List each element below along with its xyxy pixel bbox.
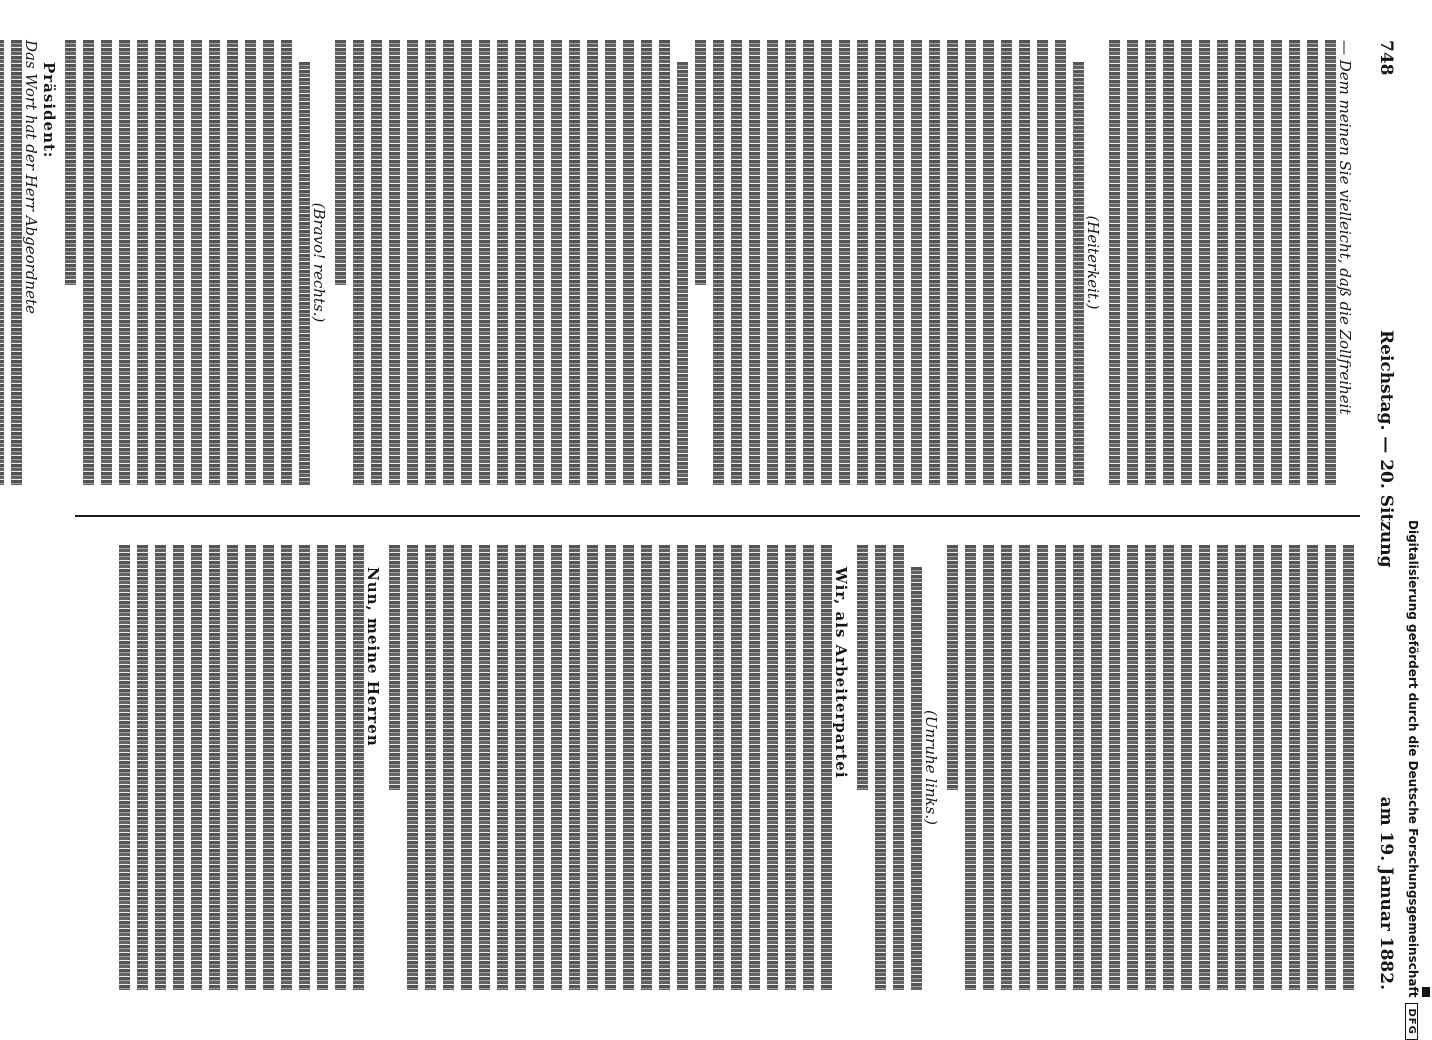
digitization-credit <box>1405 520 1420 1040</box>
print-line <box>767 40 778 485</box>
print-line <box>425 40 436 485</box>
print-line <box>821 545 832 990</box>
print-line <box>1127 545 1138 990</box>
print-line <box>533 40 544 485</box>
running-header <box>1366 40 1396 990</box>
print-line <box>587 40 598 485</box>
print-line <box>1253 545 1264 990</box>
paragraph-opening: Nun, meine Herren <box>364 567 382 747</box>
print-line <box>767 545 778 990</box>
print-line <box>407 545 418 990</box>
print-line <box>1235 545 1246 990</box>
print-line <box>641 545 652 990</box>
print-line <box>641 40 652 485</box>
print-line <box>335 545 346 990</box>
print-line <box>317 545 328 990</box>
print-line <box>1271 545 1282 990</box>
print-line <box>227 545 238 990</box>
print-line <box>1127 40 1138 485</box>
print-line <box>173 40 184 485</box>
print-line <box>1037 545 1048 990</box>
print-line <box>551 545 562 990</box>
print-line <box>335 40 346 285</box>
print-line <box>965 545 976 990</box>
print-line <box>623 545 634 990</box>
print-line <box>1163 40 1174 485</box>
print-line <box>389 40 400 485</box>
print-line <box>1217 545 1228 990</box>
print-line <box>119 40 130 485</box>
print-line <box>569 545 580 990</box>
print-line <box>173 545 184 990</box>
text-column-left <box>22 40 1354 485</box>
print-line <box>281 40 292 485</box>
print-line <box>605 545 616 990</box>
print-line <box>983 40 994 485</box>
print-line <box>227 40 238 485</box>
print-line <box>191 545 202 990</box>
print-line <box>245 40 256 485</box>
print-line <box>605 40 616 485</box>
print-line <box>1055 40 1066 485</box>
print-line <box>1325 545 1336 990</box>
print-line <box>299 545 310 990</box>
session-title: Reichstag. — 20. Sitzung <box>1376 330 1396 568</box>
print-line <box>1037 40 1048 485</box>
print-line <box>713 40 724 485</box>
print-line <box>569 40 580 485</box>
print-line <box>1055 545 1066 990</box>
print-line <box>407 40 418 485</box>
print-line <box>1091 545 1102 990</box>
print-line <box>371 40 382 485</box>
president-label: Präsident: <box>40 62 58 159</box>
print-line <box>929 40 940 485</box>
print-line <box>1325 40 1336 485</box>
print-line <box>1109 545 1120 990</box>
print-line <box>749 40 760 485</box>
print-line <box>101 40 112 485</box>
print-line <box>281 545 292 990</box>
print-line <box>875 40 886 485</box>
print-line <box>1181 545 1192 990</box>
print-line <box>893 40 904 485</box>
print-line <box>443 40 454 485</box>
print-line <box>299 62 310 485</box>
print-line <box>1073 62 1084 485</box>
print-line <box>11 40 22 485</box>
print-line <box>857 40 868 485</box>
print-line <box>1307 40 1318 485</box>
print-line <box>947 545 958 790</box>
print-line <box>587 545 598 990</box>
print-line <box>209 40 220 485</box>
print-line <box>155 545 166 990</box>
print-line <box>533 545 544 990</box>
print-line <box>515 545 526 990</box>
print-line <box>209 545 220 990</box>
print-line <box>353 40 364 485</box>
print-line <box>83 40 94 485</box>
print-line <box>137 545 148 990</box>
print-line <box>1019 545 1030 990</box>
remark: (Bravo! rechts.) <box>310 202 328 323</box>
print-line <box>65 40 76 285</box>
print-line <box>677 545 688 990</box>
print-line <box>677 62 688 485</box>
page-number: 748 <box>1376 40 1396 76</box>
print-line <box>731 545 742 990</box>
print-line <box>911 567 922 990</box>
print-line <box>551 40 562 485</box>
print-line <box>785 40 796 485</box>
corner-mark <box>1422 987 1430 997</box>
print-line <box>1253 40 1264 485</box>
print-line <box>1343 545 1354 990</box>
print-line <box>1217 40 1228 485</box>
print-line <box>497 40 508 485</box>
print-line <box>155 40 166 485</box>
print-line <box>965 40 976 485</box>
print-line <box>1289 40 1300 485</box>
print-line <box>983 545 994 990</box>
print-line <box>1289 545 1300 990</box>
print-line <box>1181 40 1192 485</box>
print-line <box>1001 40 1012 485</box>
print-line <box>0 40 4 485</box>
print-line <box>353 545 364 990</box>
print-line <box>659 40 670 485</box>
print-line <box>119 545 130 990</box>
print-line <box>461 40 472 485</box>
print-line <box>245 545 256 990</box>
print-line <box>1109 40 1120 485</box>
credit-text: Digitalisierung gefördert durch die Deutsche Forschungsgemeinschaft <box>1406 520 1420 998</box>
print-line <box>1271 40 1282 485</box>
paragraph-opening: Wir, als Arbeiterpartei <box>832 567 850 779</box>
print-line <box>839 40 850 485</box>
print-line <box>263 40 274 485</box>
print-line <box>425 545 436 990</box>
print-line <box>1145 545 1156 990</box>
remark: (Heiterkeit.) <box>1084 215 1102 310</box>
print-line <box>1145 40 1156 485</box>
lead-line: — Dem meinen Sie vielleicht, daß die Zollfreiheit <box>1336 40 1354 415</box>
print-line <box>821 40 832 485</box>
dfg-logo: DFG <box>1405 1003 1418 1039</box>
print-line <box>1235 40 1246 485</box>
rotated-sheet <box>22 40 1400 990</box>
print-line <box>389 545 400 790</box>
print-line <box>1073 545 1084 990</box>
print-line <box>749 545 760 990</box>
print-line <box>893 545 904 990</box>
print-line <box>137 40 148 485</box>
print-line <box>911 40 922 485</box>
print-line <box>857 545 868 790</box>
remark: (Unruhe links.) <box>922 710 940 825</box>
print-line <box>1199 545 1210 990</box>
print-line <box>497 545 508 990</box>
president-text: Das Wort hat der Herr Abgeordnete <box>22 40 40 314</box>
print-line <box>731 40 742 485</box>
print-line <box>803 40 814 485</box>
text-column-right <box>69 545 1354 990</box>
print-line <box>191 40 202 485</box>
print-line <box>695 545 706 990</box>
print-line <box>443 545 454 990</box>
print-line <box>1199 40 1210 485</box>
print-line <box>623 40 634 485</box>
print-line <box>947 40 958 485</box>
print-line <box>1001 545 1012 990</box>
print-line <box>785 545 796 990</box>
print-line <box>659 545 670 990</box>
print-line <box>803 545 814 990</box>
print-line <box>1163 545 1174 990</box>
print-line <box>461 545 472 990</box>
print-line <box>695 40 706 285</box>
print-line <box>1307 545 1318 990</box>
session-date: am 19. Januar 1882. <box>1376 796 1396 990</box>
print-line <box>479 545 490 990</box>
print-line <box>875 545 886 990</box>
print-line <box>515 40 526 485</box>
print-line <box>479 40 490 485</box>
print-line <box>713 545 724 990</box>
print-line <box>263 545 274 990</box>
print-line <box>1019 40 1030 485</box>
column-rule <box>75 515 1360 517</box>
